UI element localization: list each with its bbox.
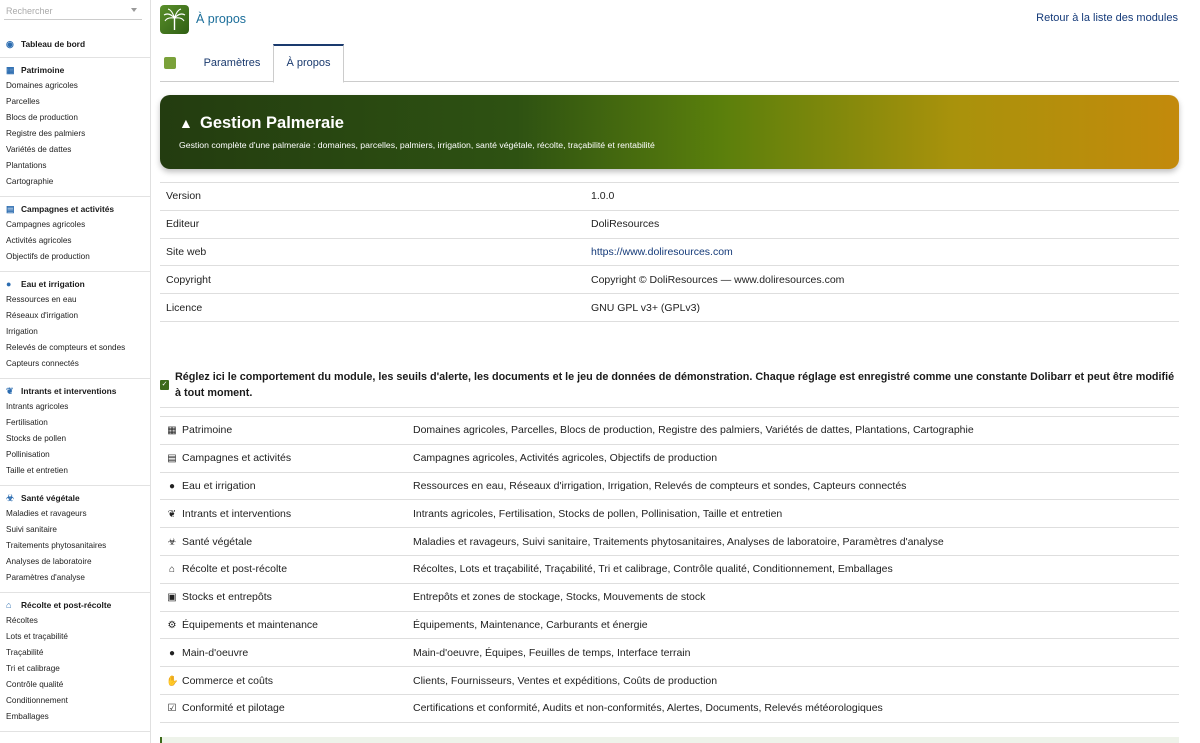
sidebar-item[interactable]: Pollinisation bbox=[6, 450, 50, 459]
module-icon bbox=[164, 57, 176, 69]
settings-notice bbox=[160, 366, 1179, 408]
info-key: Copyright bbox=[160, 266, 591, 294]
sidebar-section bbox=[0, 197, 151, 272]
tab-bar bbox=[160, 44, 1179, 82]
search-input[interactable] bbox=[4, 3, 142, 20]
module-section-content: Main-d'oeuvre, Équipes, Feuilles de temps, Interface terrain bbox=[413, 639, 1179, 667]
module-section-name: Stocks et entrepôts bbox=[182, 591, 272, 604]
sidebar-item-label: Tableau de bord bbox=[21, 39, 86, 49]
sidebar-section-label: Santé végétale bbox=[21, 493, 80, 503]
sidebar-section-head[interactable] bbox=[0, 201, 151, 217]
table-row bbox=[160, 500, 1179, 528]
info-box bbox=[160, 737, 1179, 743]
sidebar-section bbox=[0, 58, 151, 197]
module-section-name-cell bbox=[160, 555, 413, 583]
table-row bbox=[160, 555, 1179, 583]
sidebar-section-head[interactable] bbox=[0, 597, 151, 613]
table-row bbox=[160, 583, 1179, 611]
module-banner bbox=[160, 95, 1179, 169]
sidebar-item[interactable]: Irrigation bbox=[6, 327, 38, 336]
table-row bbox=[160, 472, 1179, 500]
basket-icon: ⌂ bbox=[168, 564, 176, 576]
sidebar-item[interactable]: Réseaux d'irrigation bbox=[6, 311, 79, 320]
sidebar-item[interactable]: Lots et traçabilité bbox=[6, 632, 68, 641]
table-row bbox=[160, 183, 1179, 211]
module-section-name: Commerce et coûts bbox=[182, 674, 274, 687]
module-section-name-cell bbox=[160, 694, 413, 722]
sidebar-item[interactable]: Activités agricoles bbox=[6, 236, 72, 245]
calendar-icon: ▤ bbox=[6, 203, 15, 214]
sidebar-item[interactable]: Tri et calibrage bbox=[6, 664, 60, 673]
module-section-name-cell bbox=[160, 500, 413, 528]
boxes-icon: ▣ bbox=[167, 592, 177, 604]
module-section-name-cell bbox=[160, 639, 413, 667]
basket-icon: ⌂ bbox=[6, 599, 12, 610]
sidebar-section-label: Intrants et interventions bbox=[21, 386, 117, 396]
sidebar-item[interactable]: Contrôle qualité bbox=[6, 680, 64, 689]
banner-description: Gestion complète d'une palmeraie : domaines, parcelles, palmiers, irrigation, santé végétale, récolte, traçabilité et rentabilité bbox=[179, 140, 655, 150]
sidebar-section-label: Campagnes et activités bbox=[21, 204, 115, 214]
module-section-name-cell bbox=[160, 611, 413, 639]
sidebar-item[interactable]: Blocs de production bbox=[6, 113, 78, 122]
table-row bbox=[160, 528, 1179, 556]
module-sections-table bbox=[160, 416, 1179, 723]
banner-title: Gestion Palmeraie bbox=[200, 114, 344, 132]
sidebar-item-dashboard[interactable] bbox=[0, 36, 151, 52]
sidebar-item[interactable]: Capteurs connectés bbox=[6, 359, 79, 368]
module-info-table bbox=[160, 182, 1179, 322]
biohazard-icon: ☣ bbox=[167, 536, 177, 548]
table-row bbox=[160, 266, 1179, 294]
check-icon: ✓ bbox=[161, 381, 168, 388]
module-section-name: Main-d'oeuvre bbox=[182, 646, 249, 659]
table-row bbox=[160, 238, 1179, 266]
table-row bbox=[160, 417, 1179, 445]
module-section-name: Équipements et maintenance bbox=[182, 618, 319, 631]
sidebar-item[interactable]: Traçabilité bbox=[6, 648, 44, 657]
info-value-cell bbox=[591, 238, 1179, 266]
module-section-name-cell bbox=[160, 667, 413, 695]
sidebar-section bbox=[0, 379, 151, 486]
table-row bbox=[160, 694, 1179, 722]
sidebar-section-dashboard bbox=[0, 34, 151, 58]
sidebar-item[interactable]: Relevés de compteurs et sondes bbox=[6, 343, 126, 352]
sidebar-item[interactable]: Stocks de pollen bbox=[6, 434, 67, 443]
module-section-name-cell bbox=[160, 583, 413, 611]
sidebar-section-head[interactable] bbox=[0, 383, 151, 399]
module-section-name-cell bbox=[160, 444, 413, 472]
table-row bbox=[160, 294, 1179, 322]
sidebar-item[interactable]: Traitements phytosanitaires bbox=[6, 541, 107, 550]
sidebar-item[interactable]: Campagnes agricoles bbox=[6, 220, 86, 229]
info-key: Editeur bbox=[160, 210, 591, 238]
sidebar-item[interactable]: Maladies et ravageurs bbox=[6, 509, 87, 518]
water-drop-icon: ● bbox=[6, 278, 12, 289]
module-section-name: Intrants et interventions bbox=[182, 507, 292, 520]
map-icon: ▦ bbox=[167, 425, 177, 437]
module-section-content: Certifications et conformité, Audits et non-conformités, Alertes, Documents, Relevés météorologiques bbox=[413, 694, 1179, 722]
info-value-cell: 1.0.0 bbox=[591, 183, 1179, 211]
info-key: Site web bbox=[160, 238, 591, 266]
users-icon: ● bbox=[168, 647, 176, 659]
sidebar-section-label: Patrimoine bbox=[21, 65, 65, 75]
map-icon: ▦ bbox=[6, 64, 15, 75]
sidebar-item[interactable]: Paramètres d'analyse bbox=[6, 573, 85, 582]
dashboard-icon: ◉ bbox=[6, 38, 14, 49]
module-section-name-cell bbox=[160, 417, 413, 445]
tree-icon: ▲ bbox=[179, 115, 193, 131]
back-to-modules-link[interactable]: Retour à la liste des modules bbox=[1036, 12, 1178, 24]
module-section-content: Équipements, Maintenance, Carburants et énergie bbox=[413, 611, 1179, 639]
sidebar-item[interactable]: Registre des palmiers bbox=[6, 129, 86, 138]
sidebar-item[interactable]: Intrants agricoles bbox=[6, 402, 69, 411]
website-link[interactable]: https://www.doliresources.com bbox=[591, 245, 733, 258]
sidebar-item[interactable]: Ressources en eau bbox=[6, 295, 77, 304]
module-section-content: Clients, Fournisseurs, Ventes et expéditions, Coûts de production bbox=[413, 667, 1179, 695]
sidebar-menu bbox=[0, 34, 151, 732]
sidebar-section bbox=[0, 486, 151, 593]
biohazard-icon: ☣ bbox=[6, 492, 15, 503]
sidebar-section-label: Récolte et post-récolte bbox=[21, 600, 112, 610]
module-section-content: Entrepôts et zones de stockage, Stocks, Mouvements de stock bbox=[413, 583, 1179, 611]
sidebar-section-head[interactable] bbox=[0, 490, 151, 506]
tractor-icon: ⚙ bbox=[167, 619, 177, 631]
sidebar-section-label: Eau et irrigation bbox=[21, 279, 85, 289]
module-section-name: Patrimoine bbox=[182, 424, 233, 437]
sidebar-item[interactable]: Parcelles bbox=[6, 97, 40, 106]
sidebar-item[interactable]: Analyses de laboratoire bbox=[6, 557, 92, 566]
sidebar bbox=[0, 0, 151, 743]
sidebar-item[interactable]: Plantations bbox=[6, 161, 47, 170]
module-section-name: Eau et irrigation bbox=[182, 479, 256, 492]
chevron-down-icon[interactable] bbox=[131, 8, 137, 12]
module-section-name-cell bbox=[160, 472, 413, 500]
handshake-icon: ✋ bbox=[166, 675, 179, 687]
sidebar-item[interactable]: Suivi sanitaire bbox=[6, 525, 57, 534]
table-row bbox=[160, 210, 1179, 238]
water-drop-icon: ● bbox=[168, 480, 176, 492]
sidebar-item[interactable]: Emballages bbox=[6, 712, 49, 721]
sidebar-item[interactable]: Conditionnement bbox=[6, 696, 68, 705]
sidebar-item[interactable]: Fertilisation bbox=[6, 418, 48, 427]
sidebar-section-head[interactable] bbox=[0, 276, 151, 292]
module-section-name: Conformité et pilotage bbox=[182, 702, 285, 715]
info-key: Licence bbox=[160, 294, 591, 322]
sidebar-item[interactable]: Récoltes bbox=[6, 616, 38, 625]
calendar-icon: ▤ bbox=[167, 453, 177, 465]
table-row bbox=[160, 444, 1179, 472]
sidebar-item[interactable]: Domaines agricoles bbox=[6, 81, 78, 90]
module-section-content: Récoltes, Lots et traçabilité, Traçabilité, Tri et calibrage, Contrôle qualité, Conditionnement, Emballages bbox=[413, 555, 1179, 583]
sidebar-item[interactable]: Cartographie bbox=[6, 177, 54, 186]
module-section-content: Maladies et ravageurs, Suivi sanitaire, Traitements phytosanitaires, Analyses de laboratoire, Paramètres d'analyse bbox=[413, 528, 1179, 556]
sidebar-section-head[interactable] bbox=[0, 62, 151, 78]
module-section-name: Récolte et post-récolte bbox=[182, 563, 288, 576]
leaf-icon: ❦ bbox=[167, 508, 177, 520]
sidebar-section bbox=[0, 272, 151, 379]
tab-a-propos[interactable]: À propos bbox=[273, 44, 344, 83]
module-section-content: Intrants agricoles, Fertilisation, Stocks de pollen, Pollinisation, Taille et entretien bbox=[413, 500, 1179, 528]
sidebar-item[interactable]: Objectifs de production bbox=[6, 252, 90, 261]
info-value-cell: GNU GPL v3+ (GPLv3) bbox=[591, 294, 1179, 322]
palm-logo-icon bbox=[160, 5, 189, 34]
sidebar-item[interactable]: Variétés de dattes bbox=[6, 145, 72, 154]
sidebar-item[interactable]: Taille et entretien bbox=[6, 466, 68, 475]
module-section-name: Campagnes et activités bbox=[182, 452, 292, 465]
info-value-cell: Copyright © DoliResources — www.doliresources.com bbox=[591, 266, 1179, 294]
info-key: Version bbox=[160, 183, 591, 211]
page-title: À propos bbox=[196, 12, 247, 26]
module-section-content: Ressources en eau, Réseaux d'irrigation, Irrigation, Relevés de compteurs et sondes, Capteurs connectés bbox=[413, 472, 1179, 500]
main-content bbox=[152, 0, 1200, 743]
module-section-content: Domaines agricoles, Parcelles, Blocs de production, Registre des palmiers, Variétés de dattes, Plantations, Cartographie bbox=[413, 417, 1179, 445]
tab-parametres[interactable]: Paramètres bbox=[203, 57, 261, 69]
module-section-content: Campagnes agricoles, Activités agricoles, Objectifs de production bbox=[413, 444, 1179, 472]
notice-text: Réglez ici le comportement du module, les seuils d'alerte, les documents et le jeu de données de démonstration. Chaque réglage est enregistré comme une constante Dolibarr et peut être modifié à tout moment. bbox=[175, 371, 1175, 399]
info-value-cell: DoliResources bbox=[591, 210, 1179, 238]
module-section-name-cell bbox=[160, 528, 413, 556]
sidebar-section bbox=[0, 593, 151, 732]
table-row bbox=[160, 667, 1179, 695]
leaf-icon: ❦ bbox=[6, 385, 14, 396]
clipboard-check-icon: ☑ bbox=[167, 703, 177, 715]
table-row bbox=[160, 639, 1179, 667]
table-row bbox=[160, 611, 1179, 639]
module-section-name: Santé végétale bbox=[182, 535, 253, 548]
